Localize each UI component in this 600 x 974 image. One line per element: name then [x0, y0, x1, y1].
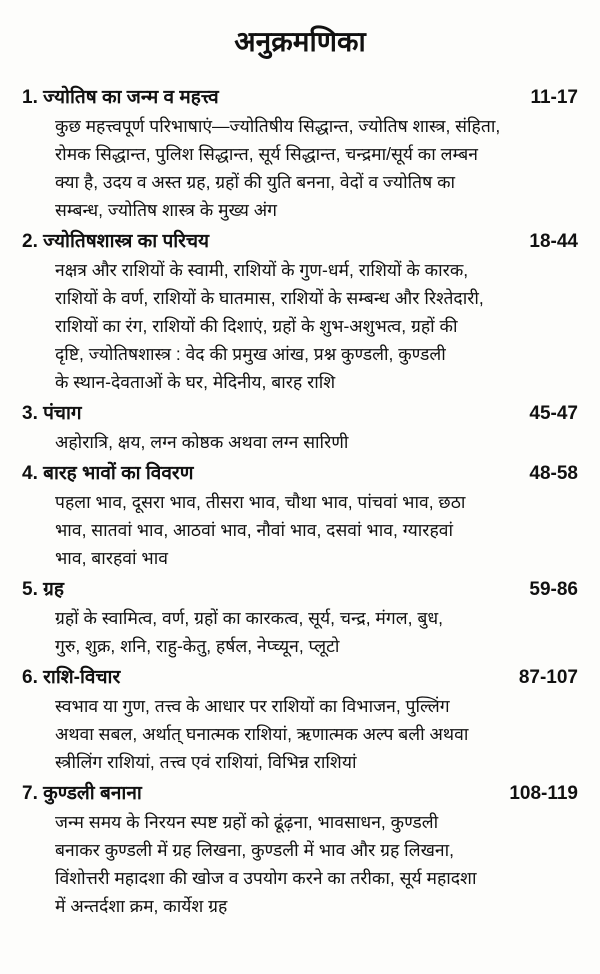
topic-line: दृष्टि, ज्योतिषशास्त्र : वेद की प्रमुख आंख, प्रश्न कुण्डली, कुण्डली	[55, 344, 446, 364]
page-range: 108-119	[509, 783, 578, 804]
chapter-topics	[22, 604, 578, 660]
chapter-topics	[22, 488, 578, 572]
chapter-title	[22, 576, 64, 604]
topic-line: के स्थान-देवताओं के घर, मेदिनीय, बारह राशि	[55, 372, 336, 392]
topic-line: पहला भाव, दूसरा भाव, तीसरा भाव, चौथा भाव, पांचवां भाव, छठा	[55, 492, 466, 512]
chapter-title	[22, 460, 193, 488]
chapter-heading: बारह भावों का विवरण	[43, 463, 194, 484]
chapter-number: 7.	[22, 783, 38, 804]
toc-heading-row	[22, 460, 578, 488]
topic-line: राशियों का रंग, राशियों की दिशाएं, ग्रहों के शुभ-अशुभत्व, ग्रहों की	[55, 316, 458, 336]
toc-heading-row	[22, 576, 578, 604]
topic-line: विंशोत्तरी महादशा की खोज व उपयोग करने का तरीका, सूर्य महादशा	[55, 868, 477, 888]
page-range: 18-44	[529, 231, 578, 252]
toc-heading-row	[22, 400, 578, 428]
topic-line: स्त्रीलिंग राशियां, तत्त्व एवं राशियां, विभिन्न राशियां	[55, 752, 357, 772]
toc-heading-row	[22, 780, 578, 808]
topic-line: में अन्तर्दशा क्रम, कार्येश ग्रह	[55, 896, 228, 916]
chapter-number: 3.	[22, 403, 38, 424]
chapter-topics	[22, 256, 578, 396]
chapter-topics	[22, 428, 578, 456]
topic-line: गुरु, शुक्र, शनि, राहु-केतु, हर्षल, नेप्च्यून, प्लूटो	[55, 636, 340, 656]
chapter-title	[22, 228, 209, 256]
topic-line: अहोरात्रि, क्षय, लग्न कोष्ठक अथवा लग्न सारिणी	[55, 432, 349, 452]
toc-heading-row	[22, 664, 578, 692]
toc-heading-row	[22, 228, 578, 256]
table-of-contents	[22, 84, 578, 924]
topic-line: स्वभाव या गुण, तत्त्व के आधार पर राशियों का विभाजन, पुल्लिंग	[55, 696, 450, 716]
toc-heading-row	[22, 84, 578, 112]
topic-line: सम्बन्ध, ज्योतिष शास्त्र के मुख्य अंग	[55, 200, 278, 220]
toc-entry	[22, 780, 578, 920]
toc-entry	[22, 576, 578, 660]
chapter-heading: ज्योतिष का जन्म व महत्त्व	[43, 87, 219, 108]
topic-line: भाव, बारहवां भाव	[55, 548, 168, 568]
chapter-number: 4.	[22, 463, 38, 484]
chapter-number: 5.	[22, 579, 38, 600]
topic-line: ग्रहों के स्वामित्व, वर्ण, ग्रहों का कारकत्व, सूर्य, चन्द्र, मंगल, बुध,	[55, 608, 443, 628]
topic-line: रोमक सिद्धान्त, पुलिश सिद्धान्त, सूर्य सिद्धान्त, चन्द्रमा/सूर्य का लम्बन	[55, 144, 478, 164]
topic-line: नक्षत्र और राशियों के स्वामी, राशियों के गुण-धर्म, राशियों के कारक,	[55, 260, 469, 280]
topic-line: राशियों के वर्ण, राशियों के घातमास, राशियों के सम्बन्ध और रिश्तेदारी,	[55, 288, 484, 308]
page-range: 45-47	[529, 403, 578, 424]
topic-line: भाव, सातवां भाव, आठवां भाव, नौवां भाव, दसवां भाव, ग्यारहवां	[55, 520, 454, 540]
page-range: 59-86	[529, 579, 578, 600]
chapter-title	[22, 664, 120, 692]
chapter-number: 2.	[22, 231, 38, 252]
chapter-number: 6.	[22, 667, 38, 688]
page-range: 48-58	[529, 463, 578, 484]
chapter-heading: राशि-विचार	[43, 667, 121, 688]
toc-entry	[22, 84, 578, 224]
topic-line: जन्म समय के निरयन स्पष्ट ग्रहों को ढूंढ़ना, भावसाधन, कुण्डली	[55, 812, 439, 832]
page-range: 11-17	[530, 87, 578, 108]
toc-entry	[22, 664, 578, 776]
topic-line: बनाकर कुण्डली में ग्रह लिखना, कुण्डली में भाव और ग्रह लिखना,	[55, 840, 454, 860]
chapter-topics	[22, 692, 578, 776]
chapter-topics	[22, 112, 578, 224]
chapter-topics	[22, 808, 578, 920]
page-range: 87-107	[518, 667, 578, 688]
toc-entry	[22, 400, 578, 456]
topic-line: क्या है, उदय व अस्त ग्रह, ग्रहों की युति बनना, वेदों व ज्योतिष का	[55, 172, 456, 192]
page-title: अनुक्रमणिका	[234, 26, 366, 57]
chapter-number: 1.	[22, 87, 38, 108]
topic-line: कुछ महत्त्वपूर्ण परिभाषाएं—ज्योतिषीय सिद्धान्त, ज्योतिष शास्त्र, संहिता,	[55, 116, 501, 136]
chapter-title	[22, 400, 82, 428]
chapter-heading: कुण्डली बनाना	[43, 783, 142, 804]
chapter-title	[22, 780, 142, 808]
chapter-heading: ग्रह	[43, 579, 64, 600]
chapter-heading: ज्योतिषशास्त्र का परिचय	[43, 231, 210, 252]
toc-entry	[22, 228, 578, 396]
topic-line: अथवा सबल, अर्थात् घनात्मक राशियां, ऋणात्मक अल्प बली अथवा	[55, 724, 469, 744]
toc-entry	[22, 460, 578, 572]
chapter-heading: पंचाग	[43, 403, 82, 424]
chapter-title	[22, 84, 219, 112]
